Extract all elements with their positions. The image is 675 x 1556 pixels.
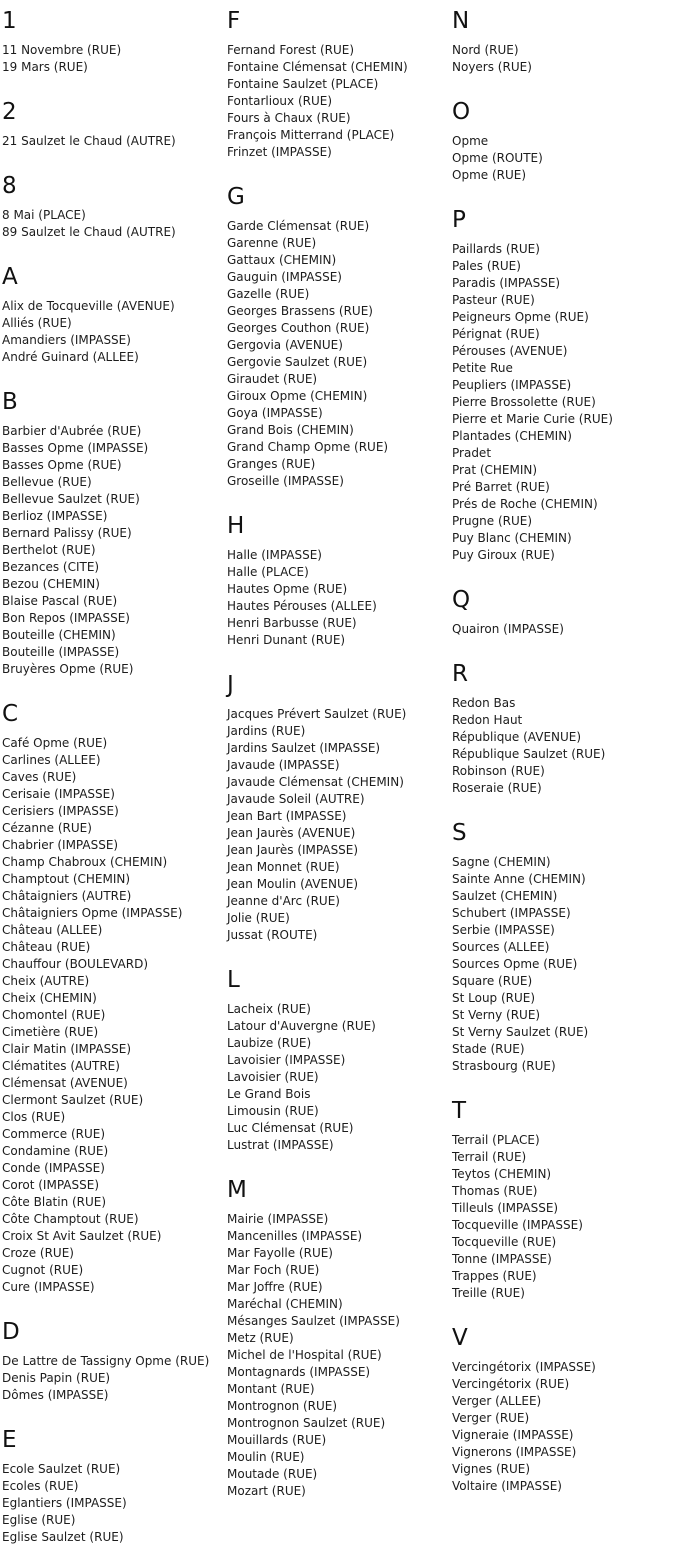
street-entry[interactable]: Gazelle (RUE) [227, 287, 310, 301]
street-entry[interactable]: Serbie (IMPASSE) [452, 923, 555, 937]
street-entry[interactable]: Blaise Pascal (RUE) [2, 594, 118, 608]
street-entry[interactable]: Pérouses (AVENUE) [452, 344, 568, 358]
street-entry[interactable]: Pré Barret (RUE) [452, 480, 550, 494]
letter-heading: Q [452, 587, 471, 613]
street-entry[interactable]: Georges Couthon (RUE) [227, 321, 370, 335]
street-entry[interactable]: Croix St Avit Saulzet (RUE) [2, 1229, 162, 1243]
street-entry[interactable]: Fontaine Saulzet (PLACE) [227, 77, 379, 91]
street-entry[interactable]: Chomontel (RUE) [2, 1008, 106, 1022]
street-entry[interactable]: Sagne (CHEMIN) [452, 855, 551, 869]
street-list [2, 207, 227, 241]
street-entry[interactable]: Peupliers (IMPASSE) [452, 378, 572, 392]
street-entry[interactable]: Prugne (RUE) [452, 514, 533, 528]
street-entry[interactable]: Tilleuls (IMPASSE) [452, 1201, 559, 1215]
street-entry[interactable]: Chabrier (IMPASSE) [2, 838, 119, 852]
street-list [2, 133, 227, 150]
street-entry[interactable]: Roseraie (RUE) [452, 781, 542, 795]
street-entry[interactable]: Châtaigniers (AUTRE) [2, 889, 132, 903]
street-entry[interactable]: Alliés (RUE) [2, 316, 72, 330]
street-entry[interactable]: Trappes (RUE) [452, 1269, 537, 1283]
street-list [227, 547, 452, 649]
street-entry[interactable]: Henri Barbusse (RUE) [227, 616, 357, 630]
street-list [227, 218, 452, 490]
street-entry[interactable]: Champ Chabroux (CHEMIN) [2, 855, 168, 869]
street-entry[interactable]: Fontarlioux (RUE) [227, 94, 333, 108]
street-entry[interactable]: Lavoisier (IMPASSE) [227, 1053, 346, 1067]
street-entry[interactable]: Granges (RUE) [227, 457, 316, 471]
street-entry[interactable]: Basses Opme (RUE) [2, 458, 122, 472]
street-entry[interactable]: Pierre Brossolette (RUE) [452, 395, 596, 409]
street-entry[interactable]: Quairon (IMPASSE) [452, 622, 564, 636]
street-entry[interactable]: Pradet [452, 446, 492, 460]
street-entry[interactable]: Commerce (RUE) [2, 1127, 106, 1141]
street-entry[interactable]: 8 Mai (PLACE) [2, 208, 86, 222]
street-entry[interactable]: Bouteille (IMPASSE) [2, 645, 120, 659]
street-entry[interactable]: Lacheix (RUE) [227, 1002, 311, 1016]
street-list [2, 1353, 227, 1404]
street-entry[interactable]: Moutade (RUE) [227, 1467, 318, 1481]
street-list [452, 133, 675, 184]
street-entry[interactable]: Gergovie Saulzet (RUE) [227, 355, 368, 369]
street-entry[interactable]: Ecoles (RUE) [2, 1479, 79, 1493]
street-entry[interactable]: Châtaigniers Opme (IMPASSE) [2, 906, 183, 920]
street-entry[interactable]: Cheix (CHEMIN) [2, 991, 97, 1005]
letter-heading: J [227, 672, 234, 698]
street-entry[interactable]: Tonne (IMPASSE) [452, 1252, 552, 1266]
street-entry[interactable]: Stade (RUE) [452, 1042, 525, 1056]
street-entry[interactable]: Saulzet (CHEMIN) [452, 889, 558, 903]
index-column-3 [452, 9, 675, 1495]
street-list [2, 1461, 227, 1546]
letter-heading: T [452, 1098, 467, 1124]
street-entry[interactable]: Henri Dunant (RUE) [227, 633, 346, 647]
street-entry[interactable]: Vercingétorix (IMPASSE) [452, 1360, 596, 1374]
street-entry[interactable]: 89 Saulzet le Chaud (AUTRE) [2, 225, 176, 239]
street-entry[interactable]: Condamine (RUE) [2, 1144, 109, 1158]
street-entry[interactable]: Bruyères Opme (RUE) [2, 662, 134, 676]
street-entry[interactable]: Clématites (AUTRE) [2, 1059, 120, 1073]
street-entry[interactable]: Groseille (IMPASSE) [227, 474, 344, 488]
street-entry[interactable]: Jardins Saulzet (IMPASSE) [227, 741, 381, 755]
street-entry[interactable]: Clémensat (AVENUE) [2, 1076, 128, 1090]
street-entry[interactable]: Cerisaie (IMPASSE) [2, 787, 115, 801]
street-entry[interactable]: Fours à Chaux (RUE) [227, 111, 351, 125]
letter-heading: R [452, 661, 468, 687]
street-entry[interactable]: Maréchal (CHEMIN) [227, 1297, 343, 1311]
street-entry[interactable]: Bezou (CHEMIN) [2, 577, 100, 591]
street-entry[interactable]: Petite Rue [452, 361, 513, 375]
street-entry[interactable]: De Lattre de Tassigny Opme (RUE) [2, 1354, 210, 1368]
street-entry[interactable]: Luc Clémensat (RUE) [227, 1121, 354, 1135]
street-list [452, 621, 675, 638]
street-entry[interactable]: Denis Papin (RUE) [2, 1371, 111, 1385]
street-list [2, 42, 227, 76]
street-entry[interactable]: Croze (RUE) [2, 1246, 74, 1260]
letter-heading: 8 [2, 173, 17, 199]
street-entry[interactable]: Nord (RUE) [452, 43, 519, 57]
street-entry[interactable]: Prat (CHEMIN) [452, 463, 538, 477]
street-entry[interactable]: République Saulzet (RUE) [452, 747, 606, 761]
street-entry[interactable]: Eglantiers (IMPASSE) [2, 1496, 127, 1510]
street-entry[interactable]: Basses Opme (IMPASSE) [2, 441, 149, 455]
street-entry[interactable]: Grand Champ Opme (RUE) [227, 440, 389, 454]
street-entry[interactable]: Dômes (IMPASSE) [2, 1388, 109, 1402]
street-entry[interactable]: Goya (IMPASSE) [227, 406, 323, 420]
street-entry[interactable]: Redon Bas [452, 696, 516, 710]
letter-heading: 1 [2, 8, 17, 34]
street-entry[interactable]: Conde (IMPASSE) [2, 1161, 105, 1175]
street-entry[interactable]: Côte Champtout (RUE) [2, 1212, 139, 1226]
street-list [452, 695, 675, 797]
street-entry[interactable]: Vercingétorix (RUE) [452, 1377, 570, 1391]
street-entry[interactable]: Clair Matin (IMPASSE) [2, 1042, 132, 1056]
street-entry[interactable]: Vigneraie (IMPASSE) [452, 1428, 574, 1442]
street-entry[interactable]: Pérignat (RUE) [452, 327, 540, 341]
street-entry[interactable]: Paradis (IMPASSE) [452, 276, 561, 290]
street-entry[interactable]: Clos (RUE) [2, 1110, 66, 1124]
street-entry[interactable]: Opme [452, 134, 489, 148]
street-entry[interactable]: Noyers (RUE) [452, 60, 532, 74]
street-entry[interactable]: Laubize (RUE) [227, 1036, 312, 1050]
street-entry[interactable]: République (AVENUE) [452, 730, 582, 744]
street-entry[interactable]: Michel de l'Hospital (RUE) [227, 1348, 382, 1362]
street-entry[interactable]: Château (ALLEE) [2, 923, 103, 937]
street-entry[interactable]: Latour d'Auvergne (RUE) [227, 1019, 376, 1033]
street-entry[interactable]: Puy Blanc (CHEMIN) [452, 531, 572, 545]
street-list [452, 854, 675, 1075]
street-entry[interactable]: Mouillards (RUE) [227, 1433, 327, 1447]
street-entry[interactable]: Jean Jaurès (IMPASSE) [227, 843, 359, 857]
street-entry[interactable]: Tocqueville (RUE) [452, 1235, 557, 1249]
street-entry[interactable]: Bellevue Saulzet (RUE) [2, 492, 140, 506]
street-entry[interactable]: Jean Moulin (AVENUE) [227, 877, 359, 891]
street-entry[interactable]: Montant (RUE) [227, 1382, 315, 1396]
street-entry[interactable]: Caves (RUE) [2, 770, 77, 784]
index-column-2 [227, 9, 452, 1500]
street-entry[interactable]: Treille (RUE) [452, 1286, 525, 1300]
street-entry[interactable]: Paillards (RUE) [452, 242, 540, 256]
street-entry[interactable]: Montrognon (RUE) [227, 1399, 338, 1413]
street-entry[interactable]: Garenne (RUE) [227, 236, 317, 250]
street-entry[interactable]: André Guinard (ALLEE) [2, 350, 139, 364]
street-entry[interactable]: Mairie (IMPASSE) [227, 1212, 329, 1226]
letter-heading: N [452, 8, 470, 34]
street-entry[interactable]: Javaude (IMPASSE) [227, 758, 340, 772]
street-entry[interactable]: Fontaine Clémensat (CHEMIN) [227, 60, 408, 74]
street-list [452, 1132, 675, 1302]
street-list [227, 42, 452, 161]
street-entry[interactable]: Gattaux (CHEMIN) [227, 253, 337, 267]
street-entry[interactable]: Barbier d'Aubrée (RUE) [2, 424, 142, 438]
street-entry[interactable]: Cimetière (RUE) [2, 1025, 99, 1039]
street-entry[interactable]: Schubert (IMPASSE) [452, 906, 571, 920]
street-entry[interactable]: Gergovia (AVENUE) [227, 338, 343, 352]
street-entry[interactable]: Amandiers (IMPASSE) [2, 333, 131, 347]
street-entry[interactable]: Giroux Opme (CHEMIN) [227, 389, 368, 403]
street-entry[interactable]: Alix de Tocqueville (AVENUE) [2, 299, 175, 313]
street-entry[interactable]: Château (RUE) [2, 940, 91, 954]
letter-heading: V [452, 1325, 468, 1351]
street-list [227, 1001, 452, 1154]
letter-heading: M [227, 1177, 247, 1203]
street-entry[interactable]: Verger (RUE) [452, 1411, 530, 1425]
street-entry[interactable]: Jeanne d'Arc (RUE) [227, 894, 340, 908]
street-entry[interactable]: Verger (ALLEE) [452, 1394, 542, 1408]
street-entry[interactable]: Bezances (CITE) [2, 560, 100, 574]
street-entry[interactable]: Bouteille (CHEMIN) [2, 628, 116, 642]
street-entry[interactable]: Peigneurs Opme (RUE) [452, 310, 589, 324]
street-entry[interactable]: Javaude Clémensat (CHEMIN) [227, 775, 404, 789]
letter-heading: 2 [2, 99, 17, 125]
street-entry[interactable]: Corot (IMPASSE) [2, 1178, 100, 1192]
street-entry[interactable]: Le Grand Bois [227, 1087, 311, 1101]
street-entry[interactable]: Clermont Saulzet (RUE) [2, 1093, 144, 1107]
street-entry[interactable]: Montrognon Saulzet (RUE) [227, 1416, 386, 1430]
letter-heading: A [2, 264, 18, 290]
street-entry[interactable]: Hautes Opme (RUE) [227, 582, 348, 596]
street-entry[interactable]: 11 Novembre (RUE) [2, 43, 122, 57]
street-entry[interactable]: Vignerons (IMPASSE) [452, 1445, 577, 1459]
street-entry[interactable]: Opme (RUE) [452, 168, 527, 182]
street-entry[interactable]: François Mitterrand (PLACE) [227, 128, 395, 142]
street-entry[interactable]: Jean Bart (IMPASSE) [227, 809, 347, 823]
street-entry[interactable]: Halle (PLACE) [227, 565, 309, 579]
street-entry[interactable]: St Verny Saulzet (RUE) [452, 1025, 589, 1039]
street-entry[interactable]: Mar Fayolle (RUE) [227, 1246, 333, 1260]
street-entry[interactable]: Mozart (RUE) [227, 1484, 306, 1498]
street-entry[interactable]: Berthelot (RUE) [2, 543, 96, 557]
street-entry[interactable]: Georges Brassens (RUE) [227, 304, 373, 318]
street-entry[interactable]: Jean Monnet (RUE) [227, 860, 340, 874]
street-entry[interactable]: Thomas (RUE) [452, 1184, 538, 1198]
street-list [2, 298, 227, 366]
street-entry[interactable]: Pasteur (RUE) [452, 293, 535, 307]
street-entry[interactable]: Eglise Saulzet (RUE) [2, 1530, 124, 1544]
street-entry[interactable]: Javaude Soleil (AUTRE) [227, 792, 365, 806]
street-entry[interactable]: Chauffour (BOULEVARD) [2, 957, 149, 971]
street-entry[interactable]: Pales (RUE) [452, 259, 521, 273]
street-entry[interactable]: Mancenilles (IMPASSE) [227, 1229, 363, 1243]
street-entry[interactable]: Tocqueville (IMPASSE) [452, 1218, 583, 1232]
street-entry[interactable]: Cerisiers (IMPASSE) [2, 804, 119, 818]
letter-heading: P [452, 207, 466, 233]
letter-heading: C [2, 701, 19, 727]
street-entry[interactable]: Voltaire (IMPASSE) [452, 1479, 562, 1493]
street-entry[interactable]: Prés de Roche (CHEMIN) [452, 497, 598, 511]
street-entry[interactable]: Sources (ALLEE) [452, 940, 550, 954]
street-entry[interactable]: Garde Clémensat (RUE) [227, 219, 370, 233]
letter-heading: F [227, 8, 241, 34]
street-entry[interactable]: Bellevue (RUE) [2, 475, 92, 489]
street-entry[interactable]: Jussat (ROUTE) [227, 928, 318, 942]
street-entry[interactable]: Cugnot (RUE) [2, 1263, 84, 1277]
street-entry[interactable]: Redon Haut [452, 713, 523, 727]
street-entry[interactable]: Hautes Pérouses (ALLEE) [227, 599, 377, 613]
letter-heading: D [2, 1319, 20, 1345]
street-entry[interactable]: Robinson (RUE) [452, 764, 545, 778]
letter-heading: E [2, 1427, 17, 1453]
street-entry[interactable]: Montagnards (IMPASSE) [227, 1365, 371, 1379]
street-entry[interactable]: Café Opme (RUE) [2, 736, 108, 750]
street-entry[interactable]: Cure (IMPASSE) [2, 1280, 95, 1294]
street-list [452, 241, 675, 564]
street-entry[interactable]: Champtout (CHEMIN) [2, 872, 131, 886]
street-entry[interactable]: Mar Joffre (RUE) [227, 1280, 323, 1294]
street-entry[interactable]: Limousin (RUE) [227, 1104, 319, 1118]
street-entry[interactable]: St Loup (RUE) [452, 991, 536, 1005]
index-column-1 [2, 9, 227, 1546]
street-entry[interactable]: Bernard Palissy (RUE) [2, 526, 132, 540]
letter-heading: B [2, 389, 18, 415]
street-entry[interactable]: Lustrat (IMPASSE) [227, 1138, 334, 1152]
street-entry[interactable]: Mar Foch (RUE) [227, 1263, 320, 1277]
street-entry[interactable]: Grand Bois (CHEMIN) [227, 423, 354, 437]
street-list [452, 42, 675, 76]
street-entry[interactable]: Square (RUE) [452, 974, 533, 988]
street-entry[interactable]: Jean Jaurès (AVENUE) [227, 826, 356, 840]
street-entry[interactable]: Cézanne (RUE) [2, 821, 92, 835]
street-entry[interactable]: Eglise (RUE) [2, 1513, 76, 1527]
street-entry[interactable]: Halle (IMPASSE) [227, 548, 322, 562]
letter-heading: S [452, 820, 467, 846]
street-entry[interactable]: Ecole Saulzet (RUE) [2, 1462, 121, 1476]
street-entry[interactable]: Strasbourg (RUE) [452, 1059, 556, 1073]
street-list [227, 1211, 452, 1500]
street-entry[interactable]: Pierre et Marie Curie (RUE) [452, 412, 613, 426]
street-entry[interactable]: Terrail (PLACE) [452, 1133, 540, 1147]
street-entry[interactable]: Bon Repos (IMPASSE) [2, 611, 130, 625]
street-entry[interactable]: Sources Opme (RUE) [452, 957, 578, 971]
letter-heading: L [227, 967, 240, 993]
street-entry[interactable]: Berlioz (IMPASSE) [2, 509, 108, 523]
street-entry[interactable]: Jacques Prévert Saulzet (RUE) [227, 707, 407, 721]
street-entry[interactable]: Sainte Anne (CHEMIN) [452, 872, 586, 886]
street-entry[interactable]: Puy Giroux (RUE) [452, 548, 555, 562]
street-entry[interactable]: Giraudet (RUE) [227, 372, 318, 386]
street-list [2, 735, 227, 1296]
street-entry[interactable]: Plantades (CHEMIN) [452, 429, 572, 443]
street-entry[interactable]: 21 Saulzet le Chaud (AUTRE) [2, 134, 176, 148]
street-entry[interactable]: Frinzet (IMPASSE) [227, 145, 332, 159]
letter-heading: O [452, 99, 471, 125]
street-entry[interactable]: Gauguin (IMPASSE) [227, 270, 342, 284]
street-list [227, 706, 452, 944]
street-entry[interactable]: Carlines (ALLEE) [2, 753, 101, 767]
letter-heading: H [227, 513, 245, 539]
street-entry[interactable]: St Verny (RUE) [452, 1008, 541, 1022]
street-entry[interactable]: Vignes (RUE) [452, 1462, 531, 1476]
street-entry[interactable]: Teytos (CHEMIN) [452, 1167, 552, 1181]
street-entry[interactable]: Metz (RUE) [227, 1331, 294, 1345]
street-entry[interactable]: Côte Blatin (RUE) [2, 1195, 107, 1209]
street-entry[interactable]: Fernand Forest (RUE) [227, 43, 355, 57]
street-entry[interactable]: Jardins (RUE) [227, 724, 306, 738]
street-entry[interactable]: Lavoisier (RUE) [227, 1070, 319, 1084]
letter-heading: G [227, 184, 245, 210]
street-entry[interactable]: Cheix (AUTRE) [2, 974, 90, 988]
street-list [2, 423, 227, 678]
street-entry[interactable]: Terrail (RUE) [452, 1150, 527, 1164]
street-entry[interactable]: 19 Mars (RUE) [2, 60, 88, 74]
street-entry[interactable]: Moulin (RUE) [227, 1450, 305, 1464]
street-list [452, 1359, 675, 1495]
street-entry[interactable]: Jolie (RUE) [227, 911, 290, 925]
street-entry[interactable]: Opme (ROUTE) [452, 151, 543, 165]
street-entry[interactable]: Mésanges Saulzet (IMPASSE) [227, 1314, 400, 1328]
